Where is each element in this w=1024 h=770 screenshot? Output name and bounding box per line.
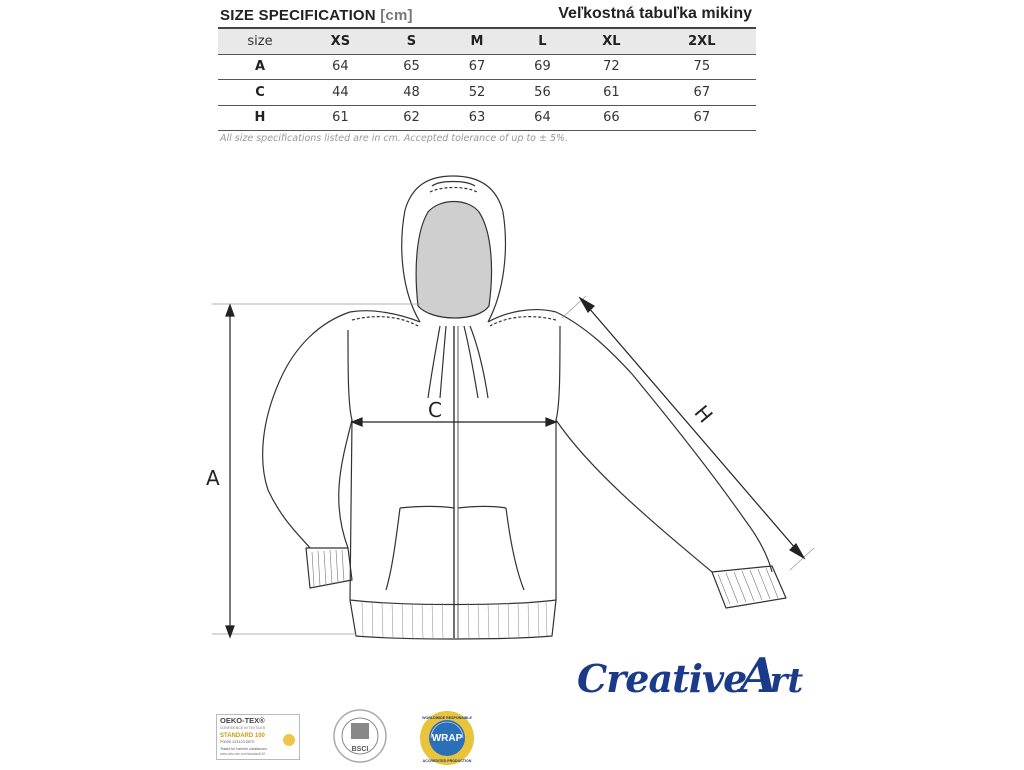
dimension-h-line [562,296,814,570]
bsci-badge [333,709,387,763]
table-cell: 67 [648,105,756,131]
size-header-l: L [510,28,575,54]
oeko-url: www.oeko-tex.com/standard100 [220,752,266,756]
dimension-c-label: C [428,398,442,422]
row-label-c: C [218,80,302,106]
body-outline [350,420,556,605]
logo-letter-a: A [740,648,778,704]
table-cell: 48 [379,80,444,106]
size-header-m: M [444,28,509,54]
size-header-s: S [379,28,444,54]
bsci-label: BSCI [351,746,369,753]
dimension-h-label: H [689,400,718,428]
waistband [350,600,556,639]
tolerance-note: All size specifications listed are in cm. Accepted tolerance of up to ± 5%. [220,133,569,144]
row-label-h: H [218,105,302,131]
table-cell: 61 [302,105,379,131]
creative-art-logo [577,648,803,704]
size-header-xs: XS [302,28,379,54]
oeko-tested: Tested for harmful substances. [220,747,268,751]
table-cell: 63 [444,105,509,131]
table-cell: 56 [510,80,575,106]
shoulder-left [280,311,420,380]
table-cell: 61 [575,80,647,106]
table-cell: 65 [379,54,444,80]
size-column-header: size [218,28,302,54]
left-arm [263,380,310,548]
table-cell: 72 [575,54,647,80]
logo-word-rt: rt [769,661,804,701]
table-cell: 44 [302,80,379,106]
table-cell: 64 [510,105,575,131]
table-cell: 67 [648,80,756,106]
table-cell: 67 [444,54,509,80]
oeko-standard: STANDARD 100 [220,733,265,739]
table-cell: 64 [302,54,379,80]
dimension-a-label: A [206,466,220,490]
oeko-code: P0000 123123 DETI [220,740,255,744]
spec-title-text: SIZE SPECIFICATION [220,7,376,24]
wrap-top-text: WORLDWIDE RESPONSIBLE [422,716,472,720]
oeko-subtitle: CONFIDENCE IN TEXTILES [220,726,266,730]
drawstring-right [470,326,488,398]
wrap-label: WRAP [431,733,463,744]
size-header-2xl: 2XL [648,28,756,54]
spec-title-slovak: Veľkostná tabuľka mikiny [558,5,752,22]
table-cell: 66 [575,105,647,131]
oeko-title: OEKO-TEX® [220,716,265,725]
row-label-a: A [218,54,302,80]
kangaroo-pocket [386,508,400,590]
spec-unit: [cm] [380,7,413,24]
logo-word-creative: Creative [577,656,747,701]
wrap-bottom-text: ACCREDITED PRODUCTION [422,759,472,763]
wrap-badge [419,710,475,766]
drawstring-left [428,326,440,398]
table-cell: 75 [648,54,756,80]
hood-opening [416,202,491,319]
size-header-xl: XL [575,28,647,54]
table-cell: 69 [510,54,575,80]
table-cell: 62 [379,105,444,131]
oeko-tex-badge [216,714,300,760]
table-cell: 52 [444,80,509,106]
